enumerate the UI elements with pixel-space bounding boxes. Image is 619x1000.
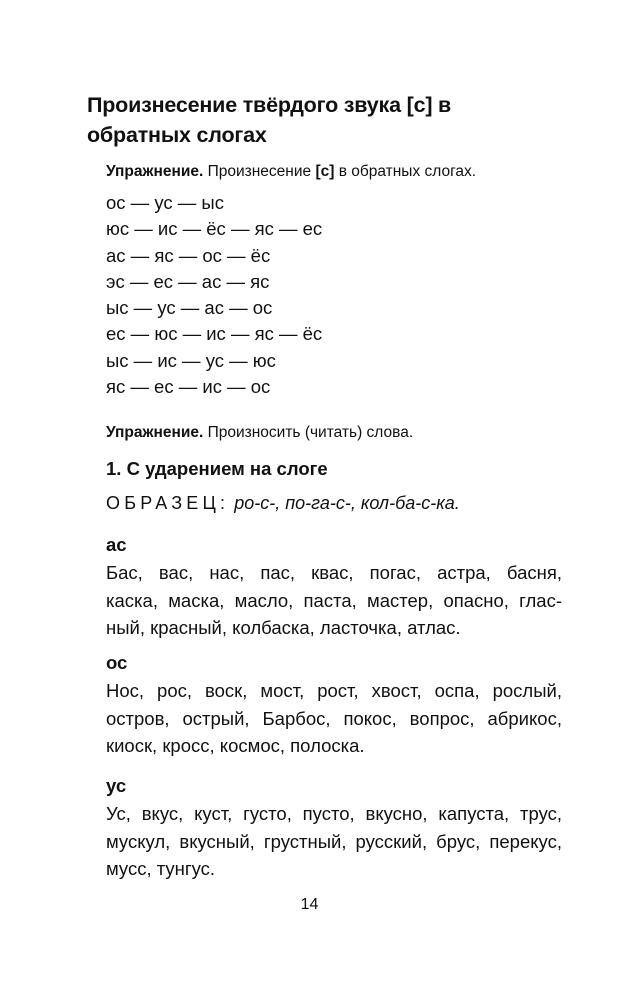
page-number: 14: [300, 896, 319, 913]
syllable-row: ыс — ус — ас — ос: [106, 297, 273, 319]
section-subheading: 1. С ударением на слоге: [106, 458, 328, 479]
word-line: киоск, кросс, космос, полоска.: [106, 735, 365, 756]
exercise-lead: Упражнение.: [106, 424, 204, 441]
syllable-row: ыс — ис — ус — юс: [106, 349, 276, 371]
word-line: остров, острый, Барбос, покос, вопрос, абрикос,: [106, 707, 562, 729]
exercise-instruction-syllables: [106, 162, 476, 182]
sound-symbol: [с]: [315, 163, 335, 180]
section-label-as: ас: [106, 534, 127, 555]
word-line: каска, маска, масло, паста, мастер, опасно, глас-: [106, 589, 562, 611]
syllable-row: яс — ес — ис — ос: [106, 376, 271, 398]
section-words-us: [106, 800, 562, 883]
exercise-instruction-words: [106, 423, 413, 443]
word-line: Нос, рос, воск, мост, рост, хвост, оспа, рослый,: [106, 680, 562, 701]
word-line: мусс, тунгус.: [106, 858, 216, 879]
word-line: Бас, вас, нас, пас, квас, погас, астра, басня,: [106, 562, 562, 583]
page-title: Произнесение твёрдого звука [с] в обратных слогах: [87, 93, 452, 147]
exercise-text-end: в обратных слогах.: [334, 163, 477, 180]
exercise-text: Произносить (читать) слова.: [203, 424, 414, 441]
syllable-row: эс — ес — ас — яс: [106, 270, 270, 292]
sample-line: [106, 491, 460, 515]
exercise-text: Произнесение: [203, 163, 316, 180]
section-words-os: [106, 677, 562, 760]
sample-text: ро-с-, по-га-с-, кол-ба-с-ка.: [229, 493, 460, 513]
exercise-lead: Упражнение.: [106, 163, 204, 180]
section-words-as: [106, 559, 562, 642]
word-line: мускул, вкусный, грустный, русский, брус, перекус,: [106, 830, 562, 852]
syllable-row: ос — ус — ыс: [106, 192, 224, 213]
section-label-os: ос: [106, 652, 128, 673]
word-line: Ус, вкус, куст, густо, пусто, вкусно, капуста, трус,: [106, 803, 562, 824]
syllable-row: юс — ис — ёс — яс — ес: [106, 218, 323, 240]
sample-label: ОБРАЗЕЦ:: [106, 493, 230, 513]
syllable-row: ас — яс — ос — ёс: [106, 244, 271, 266]
section-label-us: ус: [106, 775, 127, 796]
syllable-row: ес — юс — ис — яс — ёс: [106, 323, 323, 345]
syllable-list: [106, 190, 322, 400]
word-line: ный, красный, колбаска, ласточка, атлас.: [106, 617, 461, 638]
